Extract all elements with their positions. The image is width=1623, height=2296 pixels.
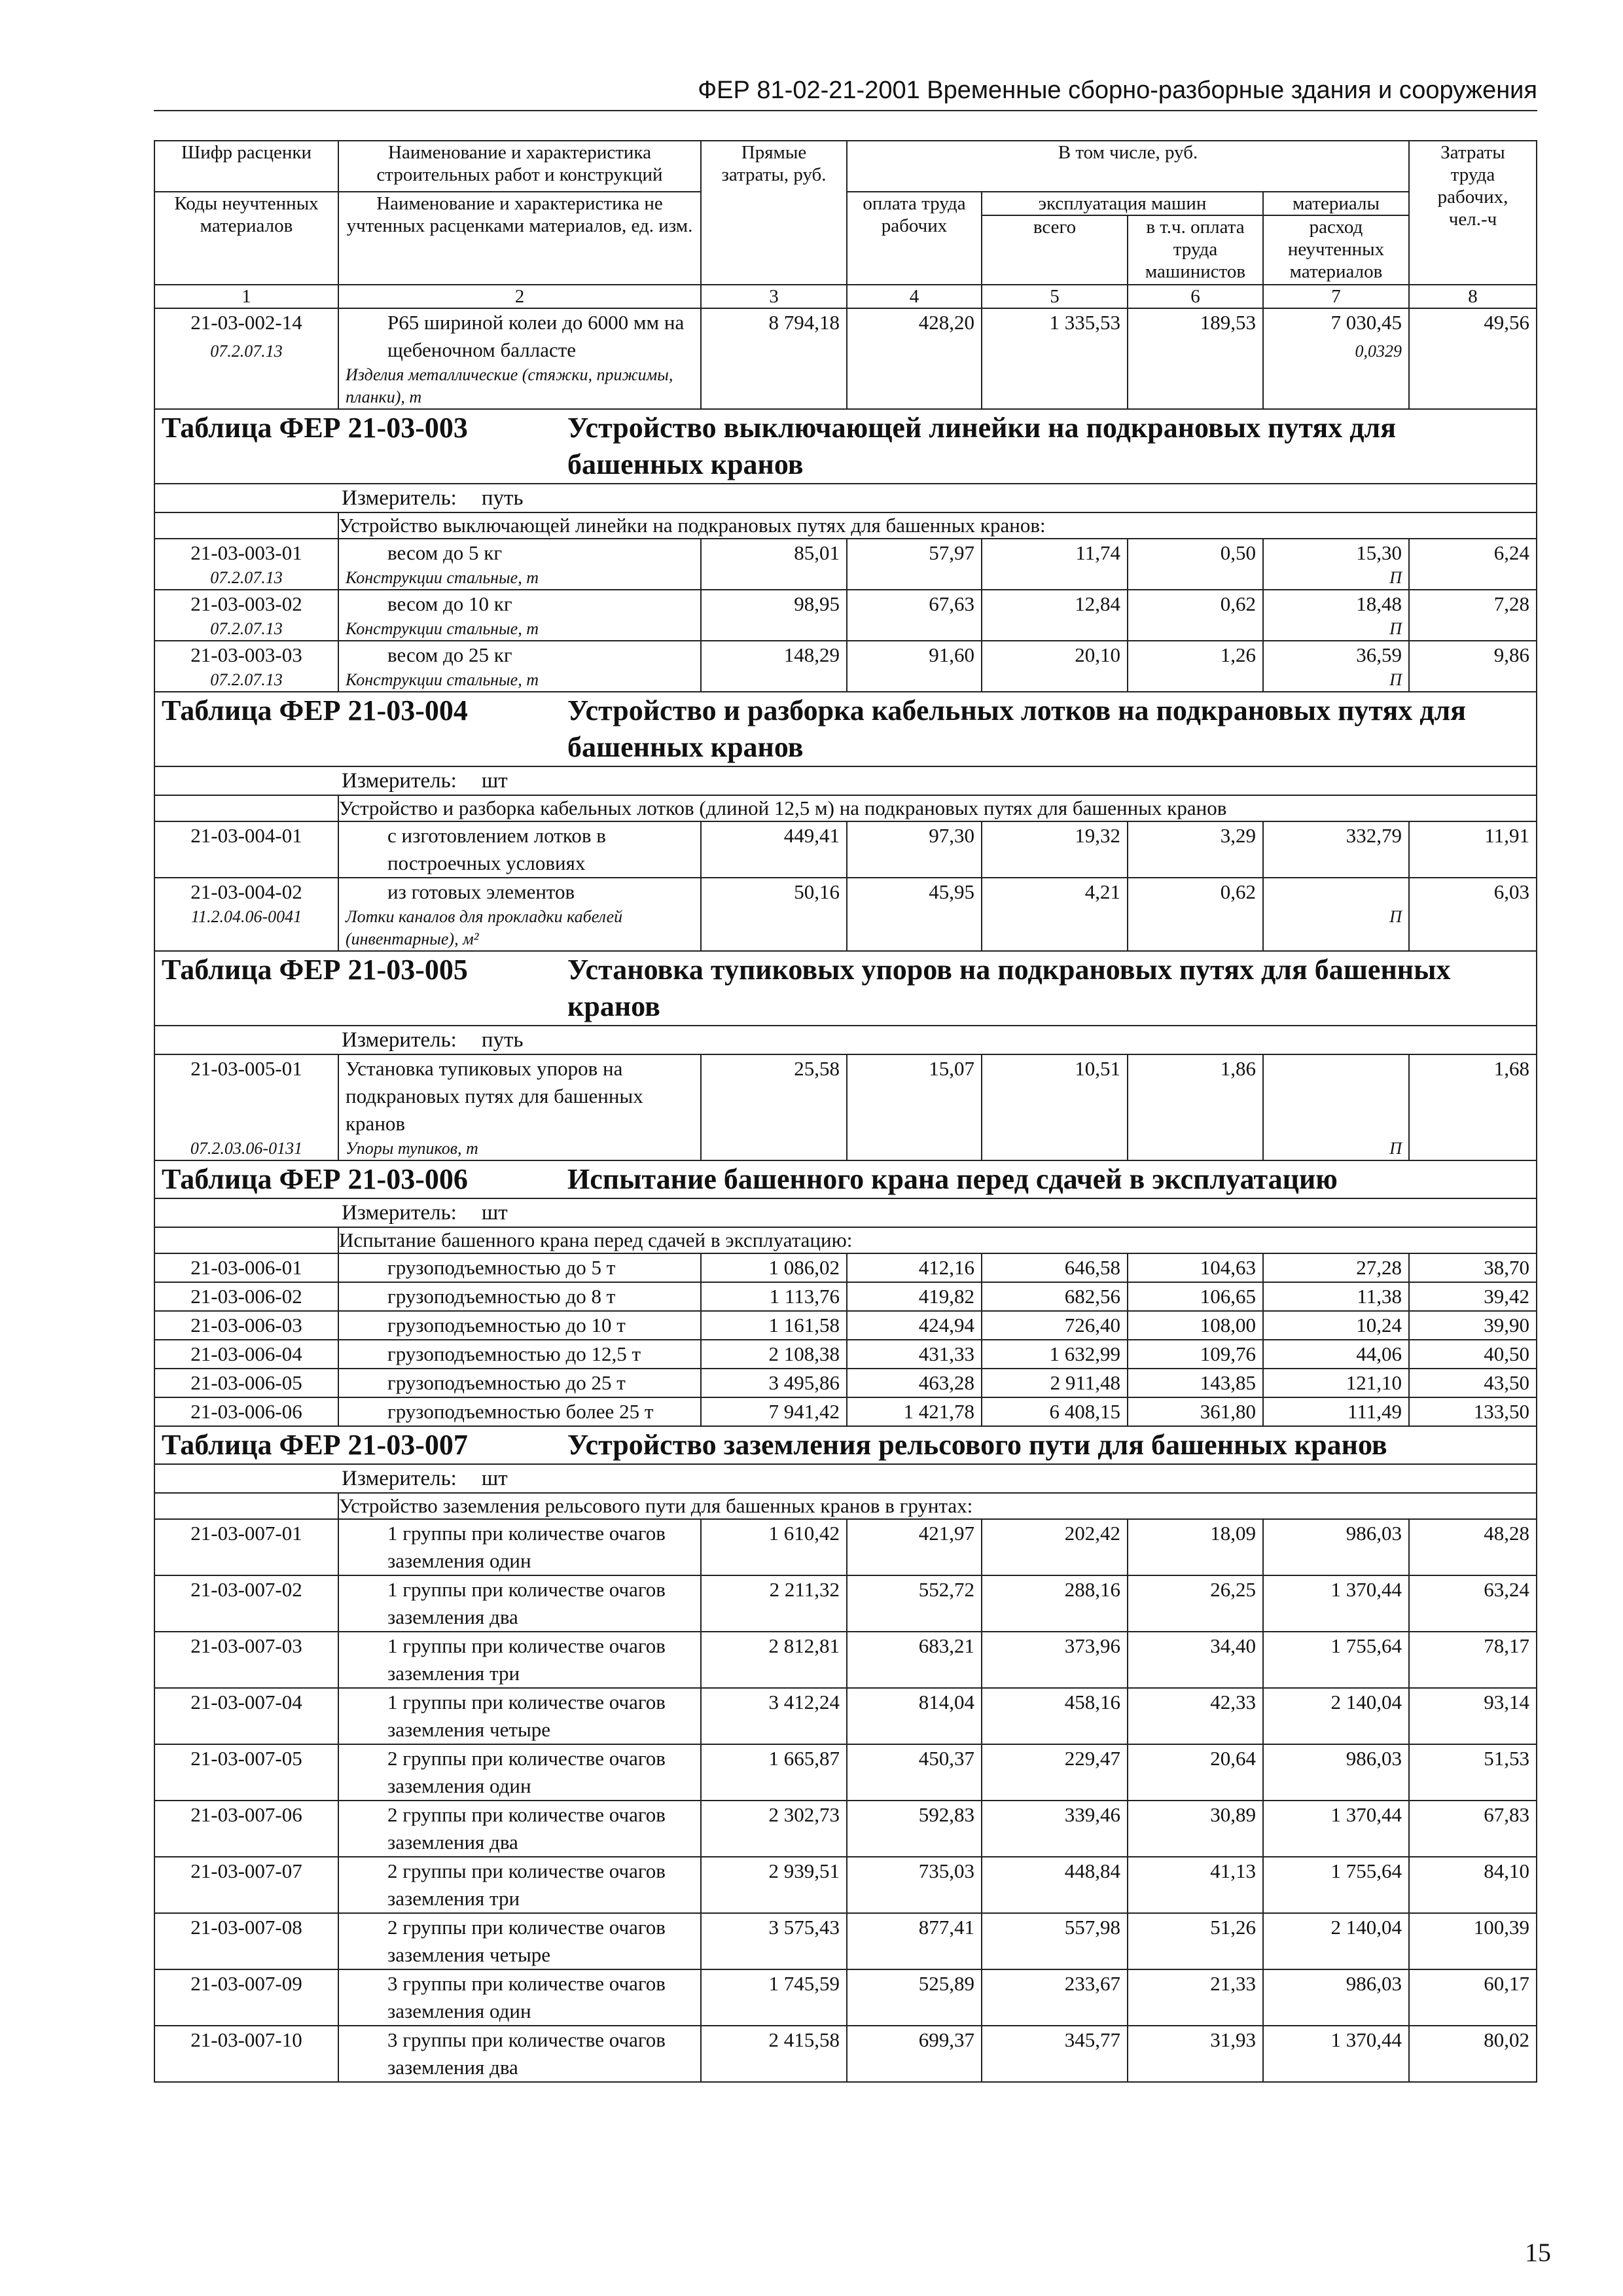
table-row	[154, 1282, 1537, 1311]
labor: 80,02	[1409, 2026, 1537, 2082]
materials: 44,06	[1263, 1340, 1409, 1369]
wages: 877,41	[847, 1913, 982, 1969]
table-row	[154, 1688, 1537, 1744]
drivers-wages: 30,89	[1128, 1801, 1263, 1857]
rate-name: весом до 10 кг	[387, 592, 512, 615]
machines: 12,84	[982, 590, 1128, 641]
labor: 51,53	[1409, 1744, 1537, 1801]
rate-name: Установка тупиковых упоров на подкрановых путях для башенных кранов	[346, 1057, 643, 1135]
drivers-wages: 1,26	[1128, 641, 1263, 692]
labor: 38,70	[1409, 1253, 1537, 1282]
measure-unit: шт	[481, 1467, 508, 1490]
rate-name: 2 группы при количестве очагов заземления четыре	[387, 1916, 666, 1966]
table-row	[154, 1253, 1537, 1282]
rates-table	[154, 140, 1537, 2083]
rate-name: грузоподъемностью до 10 т	[387, 1314, 626, 1336]
table-row	[154, 1340, 1537, 1369]
direct-cost: 2 302,73	[701, 1801, 847, 1857]
subheader-text: Устройство выключающей линейки на подкрановых путях для башенных кранов:	[338, 512, 1537, 539]
materials: 10,24	[1263, 1311, 1409, 1340]
materials: 15,30	[1356, 541, 1402, 564]
drivers-wages: 0,62	[1128, 878, 1263, 951]
subheader-text: Испытание башенного крана перед сдачей в эксплуатацию:	[338, 1227, 1537, 1253]
wages: 450,37	[847, 1744, 982, 1801]
col-direct-header: Прямые затраты, руб.	[701, 141, 847, 285]
col-incl-header: В том числе, руб.	[847, 141, 1409, 192]
table-row	[154, 2026, 1537, 2082]
col-num: 1	[154, 285, 338, 308]
wages: 683,21	[847, 1632, 982, 1688]
direct-cost: 2 415,58	[701, 2026, 847, 2082]
direct-cost: 1 113,76	[701, 1282, 847, 1311]
mat-code: 07.2.07.13	[210, 619, 283, 638]
rate-name: 1 группы при количестве очагов заземления три	[387, 1634, 666, 1685]
direct-cost: 8 794,18	[701, 308, 847, 409]
section-subheader	[154, 795, 1537, 821]
table-name: Устройство заземления рельсового пути для башенных кранов	[567, 1429, 1387, 1461]
col-unacc-codes-header: Коды неучтенных материалов	[154, 192, 338, 285]
labor: 43,50	[1409, 1369, 1537, 1397]
wages: 421,97	[847, 1519, 982, 1575]
direct-cost: 25,58	[701, 1054, 847, 1160]
rate-name: весом до 5 кг	[387, 541, 503, 564]
page-number: 15	[1525, 2238, 1551, 2267]
rate-code: 21-03-002-14 07.2.07.13	[154, 308, 338, 409]
col-num: 5	[982, 285, 1128, 308]
direct-cost: 1 161,58	[701, 1311, 847, 1340]
materials: 1 370,44	[1263, 1801, 1409, 1857]
wages: 592,83	[847, 1801, 982, 1857]
subheader-text: Устройство и разборка кабельных лотков (длиной 12,5 м) на подкрановых путях для башенных кранов	[338, 795, 1537, 821]
labor: 40,50	[1409, 1340, 1537, 1369]
labor: 48,28	[1409, 1519, 1537, 1575]
mat-cons: П	[1389, 907, 1402, 926]
section-subheader	[154, 1493, 1537, 1519]
rate-name: грузоподъемностью до 25 т	[387, 1371, 626, 1394]
machines: 646,58	[982, 1253, 1128, 1282]
drivers-wages: 18,09	[1128, 1519, 1263, 1575]
wages: 552,72	[847, 1575, 982, 1632]
rate-code: 21-03-007-08	[154, 1913, 338, 1969]
drivers-wages: 189,53	[1128, 308, 1263, 409]
drivers-wages: 104,63	[1128, 1253, 1263, 1282]
table-name: Испытание башенного крана перед сдачей в эксплуатацию	[567, 1163, 1338, 1195]
wages: 525,89	[847, 1969, 982, 2026]
drivers-wages: 0,50	[1128, 539, 1263, 590]
rate-name: из готовых элементов	[387, 880, 575, 903]
rate-name: 1 группы при количестве очагов заземления четыре	[387, 1691, 666, 1741]
mat-name: Конструкции стальные, т	[346, 670, 539, 689]
labor: 9,86	[1409, 641, 1537, 692]
materials: 2 140,04	[1263, 1913, 1409, 1969]
table-row	[154, 308, 1537, 409]
col-materials-header: материалы	[1263, 192, 1409, 215]
drivers-wages: 1,86	[1128, 1054, 1263, 1160]
materials: 986,03	[1263, 1744, 1409, 1801]
wages: 463,28	[847, 1369, 982, 1397]
drivers-wages: 26,25	[1128, 1575, 1263, 1632]
wages: 67,63	[847, 590, 982, 641]
measure-label: Измеритель:	[342, 1028, 457, 1052]
machines: 682,56	[982, 1282, 1128, 1311]
materials: 1 370,44	[1263, 1575, 1409, 1632]
drivers-wages: 21,33	[1128, 1969, 1263, 2026]
measure-row	[154, 1464, 1537, 1493]
wages: 91,60	[847, 641, 982, 692]
table-row	[154, 1369, 1537, 1397]
rate-code: 21-03-006-03	[154, 1311, 338, 1340]
table-row	[154, 641, 1537, 692]
col-unacc-cons-header: расход неучтенных материалов	[1263, 215, 1409, 285]
direct-cost: 1 745,59	[701, 1969, 847, 2026]
col-num: 2	[338, 285, 701, 308]
labor: 67,83	[1409, 1801, 1537, 1857]
subheader-text: Устройство заземления рельсового пути для башенных кранов в грунтах:	[338, 1493, 1537, 1519]
table-row	[154, 1913, 1537, 1969]
wages: 15,07	[847, 1054, 982, 1160]
direct-cost: 2 108,38	[701, 1340, 847, 1369]
section-subheader	[154, 512, 1537, 539]
mat-cons: П	[1389, 568, 1402, 587]
labor: 84,10	[1409, 1857, 1537, 1913]
materials: 7 030,45 0,0329	[1263, 308, 1409, 409]
drivers-wages: 3,29	[1128, 821, 1263, 878]
machines: 339,46	[982, 1801, 1128, 1857]
direct-cost: 449,41	[701, 821, 847, 878]
rate-code: 21-03-006-02	[154, 1282, 338, 1311]
machines: 10,51	[982, 1054, 1128, 1160]
direct-cost: 7 941,42	[701, 1397, 847, 1426]
mat-name: Изделия металлические (стяжки, прижимы, планки), т	[346, 365, 673, 406]
rate-code: 21-03-006-04	[154, 1340, 338, 1369]
rate-code: 21-03-007-09	[154, 1969, 338, 2026]
machines: 202,42	[982, 1519, 1128, 1575]
drivers-wages: 143,85	[1128, 1369, 1263, 1397]
wages: 419,82	[847, 1282, 982, 1311]
wages: 431,33	[847, 1340, 982, 1369]
wages: 412,16	[847, 1253, 982, 1282]
table-row	[154, 1054, 1537, 1160]
materials: 1 755,64	[1263, 1857, 1409, 1913]
wages: 699,37	[847, 2026, 982, 2082]
measure-row	[154, 1198, 1537, 1227]
measure-row	[154, 766, 1537, 795]
labor: 39,42	[1409, 1282, 1537, 1311]
measure-label: Измеритель:	[342, 1467, 457, 1490]
mat-code: 07.2.07.13	[210, 670, 283, 689]
wages: 57,97	[847, 539, 982, 590]
labor: 1,68	[1409, 1054, 1537, 1160]
rate-name: с изготовлением лотков в построечных условиях	[387, 824, 606, 874]
mat-cons: П	[1389, 670, 1402, 689]
rate-code: 21-03-005-01	[190, 1057, 302, 1080]
machines: 6 408,15	[982, 1397, 1128, 1426]
rate-name: 2 группы при количестве очагов заземления один	[387, 1747, 666, 1797]
table-row	[154, 1311, 1537, 1340]
direct-cost: 148,29	[701, 641, 847, 692]
direct-cost: 1 610,42	[701, 1519, 847, 1575]
table-row	[154, 1397, 1537, 1426]
col-code-header: Шифр расценки	[154, 141, 338, 192]
wages: 735,03	[847, 1857, 982, 1913]
rate-code: 21-03-007-05	[154, 1744, 338, 1801]
table-row	[154, 590, 1537, 641]
table-number: Таблица ФЕР 21-03-003	[162, 412, 468, 444]
machines: 557,98	[982, 1913, 1128, 1969]
direct-cost: 2 939,51	[701, 1857, 847, 1913]
col-num: 7	[1263, 285, 1409, 308]
rate-code: 21-03-003-02	[190, 592, 302, 615]
mat-name: Лотки каналов для прокладки кабелей (инвентарные), м²	[346, 907, 623, 948]
labor: 7,28	[1409, 590, 1537, 641]
measure-unit: путь	[481, 486, 524, 510]
rate-name: грузоподъемностью до 12,5 т	[387, 1342, 641, 1365]
machines: 20,10	[982, 641, 1128, 692]
rate-code: 21-03-007-07	[154, 1857, 338, 1913]
mat-cons: 0,0329	[1355, 342, 1402, 361]
mat-name: Конструкции стальные, т	[346, 619, 539, 638]
machines: 11,74	[982, 539, 1128, 590]
table-row	[154, 1744, 1537, 1801]
col-num: 6	[1128, 285, 1263, 308]
mat-code: 07.2.07.13	[210, 568, 283, 587]
measure-label: Измеритель:	[342, 1201, 457, 1225]
rate-name: 2 группы при количестве очагов заземления два	[387, 1803, 666, 1854]
machines: 288,16	[982, 1575, 1128, 1632]
labor: 100,39	[1409, 1913, 1537, 1969]
mat-name: Конструкции стальные, т	[346, 568, 539, 587]
materials: 36,59	[1356, 643, 1402, 666]
table-row	[154, 878, 1537, 951]
rate-code: 21-03-007-04	[154, 1688, 338, 1744]
table-row	[154, 1969, 1537, 2026]
labor: 11,91	[1409, 821, 1537, 878]
col-num: 8	[1409, 285, 1537, 308]
table-row	[154, 539, 1537, 590]
wages: 1 421,78	[847, 1397, 982, 1426]
rate-name: 3 группы при количестве очагов заземления два	[387, 2028, 666, 2079]
page-header: ФЕР 81-02-21-2001 Временные сборно-разборные здания и сооружения	[154, 72, 1537, 111]
rate-name: грузоподъемностью более 25 т	[387, 1400, 654, 1423]
drivers-wages: 31,93	[1128, 2026, 1263, 2082]
drivers-wages: 0,62	[1128, 590, 1263, 641]
rate-code: 21-03-004-02	[190, 880, 302, 903]
direct-cost: 50,16	[701, 878, 847, 951]
drivers-wages: 41,13	[1128, 1857, 1263, 1913]
rate-name: 2 группы при количестве очагов заземления три	[387, 1859, 666, 1910]
wages: 45,95	[847, 878, 982, 951]
measure-label: Измеритель:	[342, 769, 457, 793]
rate-code: 21-03-006-05	[154, 1369, 338, 1397]
machines: 2 911,48	[982, 1369, 1128, 1397]
measure-unit: путь	[481, 1028, 524, 1052]
rate-code: 21-03-007-06	[154, 1801, 338, 1857]
measure-unit: шт	[481, 1201, 508, 1225]
wages: 424,94	[847, 1311, 982, 1340]
materials: 121,10	[1263, 1369, 1409, 1397]
table-row	[154, 821, 1537, 878]
machines: 4,21	[982, 878, 1128, 951]
materials: 111,49	[1263, 1397, 1409, 1426]
col-total-header: всего	[982, 215, 1128, 285]
section-subheader	[154, 1227, 1537, 1253]
direct-cost: 2 211,32	[701, 1575, 847, 1632]
rate-code: 21-03-007-02	[154, 1575, 338, 1632]
drivers-wages: 20,64	[1128, 1744, 1263, 1801]
rate-code: 21-03-006-01	[154, 1253, 338, 1282]
machines: 1 335,53	[982, 308, 1128, 409]
machines: 233,67	[982, 1969, 1128, 2026]
mat-cons: П	[1389, 619, 1402, 638]
table-name: Устройство и разборка кабельных лотков на подкрановых путях для башенных кранов	[567, 694, 1467, 763]
rate-code: 21-03-007-03	[154, 1632, 338, 1688]
materials: 11,38	[1263, 1282, 1409, 1311]
rate-code: 21-03-007-10	[154, 2026, 338, 2082]
machines: 373,96	[982, 1632, 1128, 1688]
materials: 986,03	[1263, 1969, 1409, 2026]
machines: 229,47	[982, 1744, 1128, 1801]
drivers-wages: 51,26	[1128, 1913, 1263, 1969]
table-row	[154, 1575, 1537, 1632]
materials: 2 140,04	[1263, 1688, 1409, 1744]
table-number: Таблица ФЕР 21-03-007	[162, 1429, 468, 1461]
measure-row	[154, 484, 1537, 512]
col-unacc-name-header: Наименование и характеристика не учтенных расценками материалов, ед. изм.	[338, 192, 701, 285]
drivers-wages: 42,33	[1128, 1688, 1263, 1744]
measure-row	[154, 1026, 1537, 1054]
table-row	[154, 1519, 1537, 1575]
table-title-003	[154, 409, 1537, 484]
table-row	[154, 1632, 1537, 1688]
drivers-wages: 109,76	[1128, 1340, 1263, 1369]
direct-cost: 1 665,87	[701, 1744, 847, 1801]
table-title-007	[154, 1426, 1537, 1464]
drivers-wages: 106,65	[1128, 1282, 1263, 1311]
direct-cost: 2 812,81	[701, 1632, 847, 1688]
table-number: Таблица ФЕР 21-03-005	[162, 954, 468, 986]
materials: 27,28	[1263, 1253, 1409, 1282]
column-numbers-row	[154, 285, 1537, 308]
table-number: Таблица ФЕР 21-03-006	[162, 1163, 468, 1195]
direct-cost: 3 495,86	[701, 1369, 847, 1397]
table-row	[154, 1801, 1537, 1857]
rate-name: весом до 25 кг	[387, 643, 512, 666]
rate-name: 3 группы при количестве очагов заземления один	[387, 1972, 666, 2022]
machines: 726,40	[982, 1311, 1128, 1340]
machines: 345,77	[982, 2026, 1128, 2082]
direct-cost: 1 086,02	[701, 1253, 847, 1282]
table-name: Установка тупиковых упоров на подкрановых путях для башенных кранов	[567, 954, 1451, 1022]
table-title-006	[154, 1160, 1537, 1198]
measure-label: Измеритель:	[342, 486, 457, 510]
rate-name: 1 группы при количестве очагов заземления два	[387, 1578, 666, 1628]
table-title-005	[154, 951, 1537, 1026]
direct-cost: 98,95	[701, 590, 847, 641]
mat-name: Упоры тупиков, т	[346, 1139, 478, 1158]
machines: 19,32	[982, 821, 1128, 878]
rate-name: Р65 шириной колеи до 6000 мм на щебеночном балласте Изделия металлические (стяжки, прижимы, планки), т	[338, 308, 701, 409]
labor: 6,24	[1409, 539, 1537, 590]
rate-code: 21-03-003-03	[190, 643, 302, 666]
col-labor-header: Затраты труда рабочих, чел.-ч	[1409, 141, 1537, 285]
direct-cost: 3 575,43	[701, 1913, 847, 1969]
rate-name: грузоподъемностью до 8 т	[387, 1285, 616, 1308]
rate-code: 21-03-004-01	[154, 821, 338, 878]
labor: 133,50	[1409, 1397, 1537, 1426]
drivers-wages: 108,00	[1128, 1311, 1263, 1340]
labor: 49,56	[1409, 308, 1537, 409]
direct-cost: 3 412,24	[701, 1688, 847, 1744]
materials: 1 755,64	[1263, 1632, 1409, 1688]
table-title-004	[154, 692, 1537, 766]
machines: 448,84	[982, 1857, 1128, 1913]
mat-cons: П	[1389, 1139, 1402, 1158]
mat-code: 07.2.03.06-0131	[190, 1139, 303, 1158]
col-num: 3	[701, 285, 847, 308]
mat-code: 07.2.07.13	[210, 342, 283, 361]
rate-code: 21-03-007-01	[154, 1519, 338, 1575]
drivers-wages: 34,40	[1128, 1632, 1263, 1688]
col-num: 4	[847, 285, 982, 308]
drivers-wages: 361,80	[1128, 1397, 1263, 1426]
col-wages-header: оплата труда рабочих	[847, 192, 982, 285]
labor: 39,90	[1409, 1311, 1537, 1340]
direct-cost: 85,01	[701, 539, 847, 590]
labor: 78,17	[1409, 1632, 1537, 1688]
col-machines-header: эксплуатация машин	[982, 192, 1263, 215]
table-name: Устройство выключающей линейки на подкрановых путях для башенных кранов	[567, 412, 1397, 480]
machines: 1 632,99	[982, 1340, 1128, 1369]
table-row	[154, 1857, 1537, 1913]
materials: 332,79	[1263, 821, 1409, 878]
mat-code: 11.2.04.06-0041	[190, 907, 302, 926]
labor: 60,17	[1409, 1969, 1537, 2026]
header-row-1	[154, 141, 1537, 192]
measure-unit: шт	[481, 769, 508, 793]
col-drivers-header: в т.ч. оплата труда машинистов	[1128, 215, 1263, 285]
materials: 1 370,44	[1263, 2026, 1409, 2082]
rate-name: грузоподъемностью до 5 т	[387, 1256, 616, 1279]
table-number: Таблица ФЕР 21-03-004	[162, 694, 468, 726]
labor: 6,03	[1409, 878, 1537, 951]
machines: 458,16	[982, 1688, 1128, 1744]
labor: 63,24	[1409, 1575, 1537, 1632]
rate-code: 21-03-003-01	[190, 541, 302, 564]
materials: 18,48	[1356, 592, 1402, 615]
labor: 93,14	[1409, 1688, 1537, 1744]
col-name-header: Наименование и характеристика строительных работ и конструкций	[338, 141, 701, 192]
rate-code: 21-03-006-06	[154, 1397, 338, 1426]
wages: 428,20	[847, 308, 982, 409]
materials: 986,03	[1263, 1519, 1409, 1575]
rate-name: 1 группы при количестве очагов заземления один	[387, 1522, 666, 1572]
wages: 97,30	[847, 821, 982, 878]
wages: 814,04	[847, 1688, 982, 1744]
